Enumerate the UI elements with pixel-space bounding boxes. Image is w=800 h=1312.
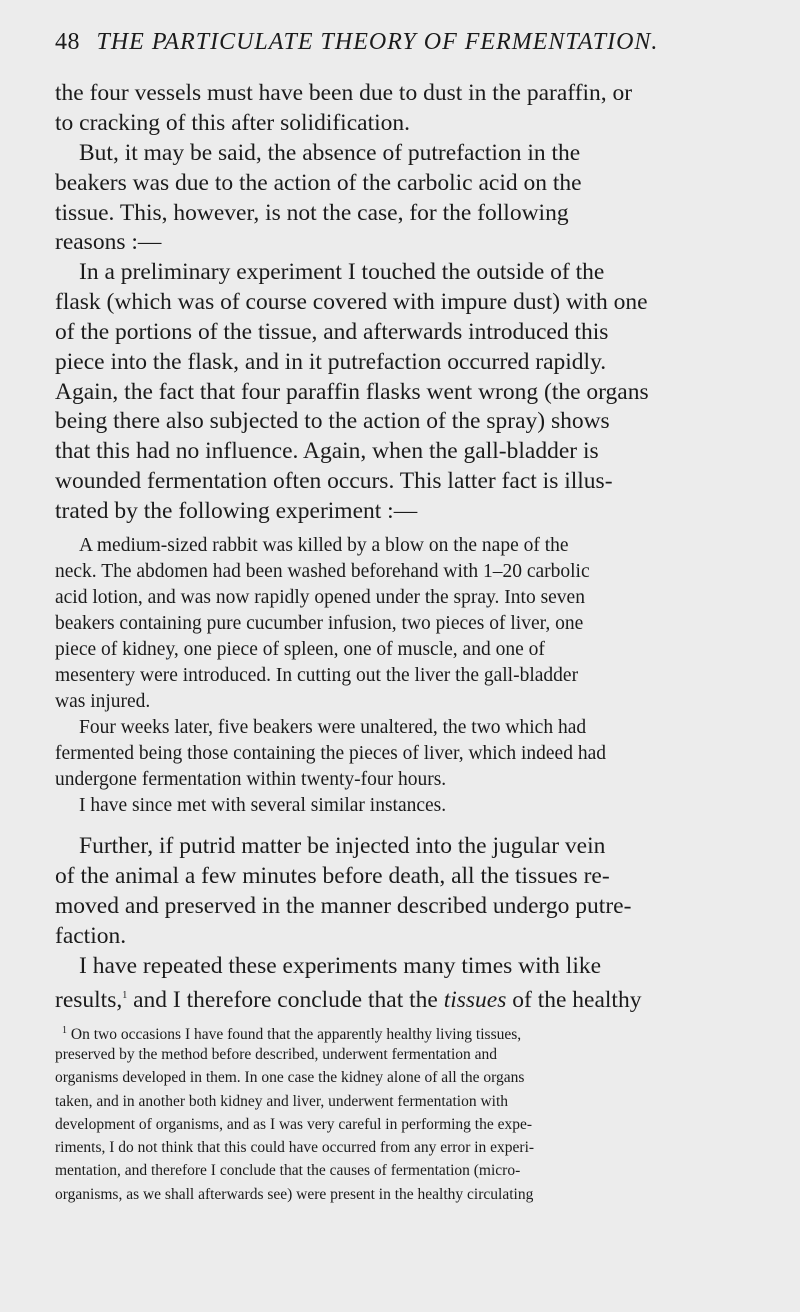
- text-line: wounded fermentation often occurs. This latter fact is illus-: [55, 468, 613, 494]
- text-line: reasons :—: [55, 229, 162, 255]
- footnote-line: [62, 1021, 800, 1045]
- footnote-marker: 1: [62, 1025, 67, 1036]
- experiment-line: mesentery were introduced. In cutting out the liver the gall-bladder: [55, 665, 579, 686]
- experiment-line: was injured.: [55, 691, 151, 712]
- experiment-line: neck. The abdomen had been washed beforehand with 1–20 carbolic: [55, 561, 590, 582]
- text-line: the four vessels must have been due to dust in the paraffin, or: [55, 80, 633, 106]
- footnote-line: riments, I do not think that this could have occurred from any error in experi-: [55, 1139, 535, 1156]
- page-number: 48: [55, 29, 80, 55]
- running-title: THE PARTICULATE THEORY OF FERMENTATION.: [96, 29, 659, 55]
- text-line: faction.: [55, 923, 127, 949]
- text-line: beakers was due to the action of the carbolic acid on the: [55, 170, 582, 196]
- text-run: of the healthy: [506, 986, 642, 1013]
- text-line: tissue. This, however, is not the case, for the following: [55, 200, 569, 226]
- page-header: [55, 28, 745, 56]
- footnote-line: mentation, and therefore I conclude that the causes of fermentation (micro-: [55, 1162, 521, 1179]
- text-line: of the portions of the tissue, and afterwards introduced this: [55, 319, 609, 345]
- text-line: to cracking of this after solidification.: [55, 110, 411, 136]
- experiment-line: acid lotion, and was now rapidly opened under the spray. Into seven: [55, 587, 585, 608]
- footnote-text: On two occasions I have found that the apparently healthy living tissues,: [70, 1026, 522, 1044]
- text-line: I have repeated these experiments many times with like: [79, 953, 602, 979]
- text-line: trated by the following experiment :—: [55, 498, 418, 524]
- text-line: In a preliminary experiment I touched the outside of the: [79, 259, 605, 285]
- text-line: Again, the fact that four paraffin flasks went wrong (the organs: [55, 379, 649, 405]
- footnote-line: preserved by the method before described, underwent fermentation and: [55, 1046, 498, 1063]
- experiment-line: Four weeks later, five beakers were unaltered, the two which had: [79, 717, 587, 738]
- text-line: Further, if putrid matter be injected into the jugular vein: [79, 833, 606, 859]
- text-run: results,: [55, 986, 123, 1013]
- footnote-reference: 1: [122, 990, 128, 1001]
- experiment-line: I have since met with several similar instances.: [79, 795, 447, 816]
- experiment-line: undergone fermentation within twenty-four hours.: [55, 769, 447, 790]
- footnote-line: organisms developed in them. In one case the kidney alone of all the organs: [55, 1069, 525, 1086]
- text-run: and I therefore conclude that the: [133, 986, 444, 1013]
- text-line: But, it may be said, the absence of putrefaction in the: [79, 140, 581, 166]
- experiment-line: A medium-sized rabbit was killed by a blow on the nape of the: [79, 535, 569, 556]
- text-line: of the animal a few minutes before death, all the tissues re-: [55, 863, 610, 889]
- experiment-line: beakers containing pure cucumber infusion, two pieces of liver, one: [55, 613, 584, 634]
- text-line: that this had no influence. Again, when the gall-bladder is: [55, 438, 599, 464]
- text-line: [55, 982, 800, 1014]
- emphasis-tissues: tissues: [443, 986, 507, 1013]
- experiment-line: fermented being those containing the pieces of liver, which indeed had: [55, 743, 606, 764]
- footnote-line: organisms, as we shall afterwards see) were present in the healthy circulating: [55, 1186, 534, 1203]
- text-line: moved and preserved in the manner described undergo putre-: [55, 893, 632, 919]
- footnote-line: development of organisms, and as I was very careful in performing the expe-: [55, 1116, 533, 1133]
- text-line: being there also subjected to the action of the spray) shows: [55, 408, 610, 434]
- text-line: piece into the flask, and in it putrefaction occurred rapidly.: [55, 349, 607, 375]
- text-line: flask (which was of course covered with impure dust) with one: [55, 289, 648, 315]
- experiment-line: piece of kidney, one piece of spleen, one of muscle, and one of: [55, 639, 545, 660]
- footnote-line: taken, and in another both kidney and liver, underwent fermentation with: [55, 1093, 509, 1110]
